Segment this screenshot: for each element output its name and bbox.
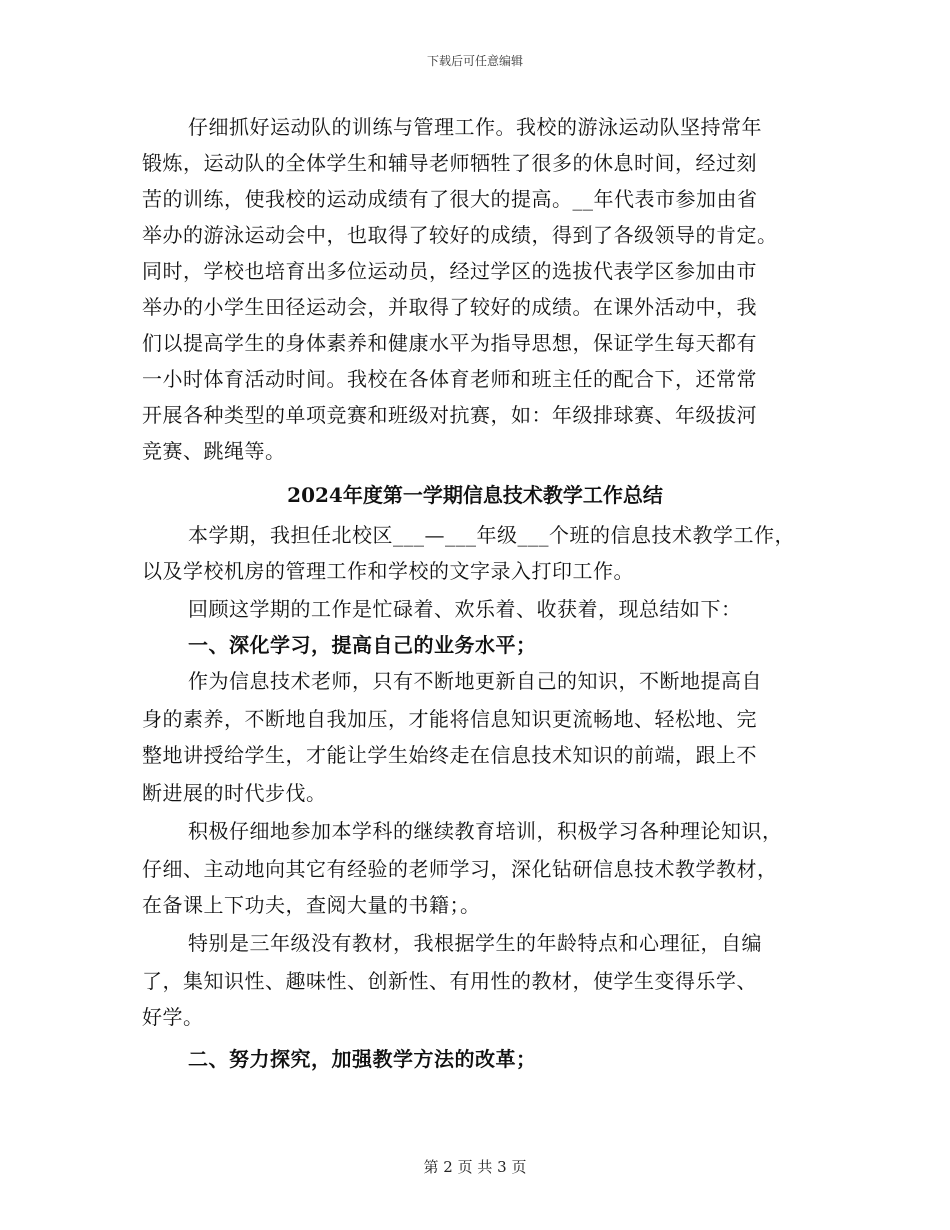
paragraph-line: 断进展的时代步伐。 xyxy=(142,781,327,805)
page-footer: 第 2 页 共 3 页 xyxy=(423,1158,527,1176)
paragraph-line: 一小时体育活动时间。我校在各体育老师和班主任的配合下，还常常 xyxy=(142,367,757,391)
paragraph-line: 仔细、主动地向其它有经验的老师学习，深化钻研信息技术教学教材， xyxy=(142,857,778,881)
paragraph-line: 竞赛、跳绳等。 xyxy=(142,439,286,463)
section-heading: 一、深化学习，提高自己的业务水平； xyxy=(188,633,537,657)
paragraph-line: 本学期，我担任北校区___—___年级___个班的信息技术教学工作， xyxy=(188,523,795,547)
paragraph-line: 同时，学校也培育出多位运动员，经过学区的选拔代表学区参加由市 xyxy=(142,259,757,283)
paragraph-line: 锻炼，运动队的全体学生和辅导老师牺牲了很多的休息时间，经过刻 xyxy=(142,151,757,175)
paragraph-line: 特别是三年级没有教材，我根据学生的年龄特点和心理征，自编 xyxy=(188,931,762,955)
paragraph-line: 苦的训练，使我校的运动成绩有了很大的提高。__年代表市参加由省 xyxy=(142,187,758,211)
paragraph-line: 在备课上下功夫，查阅大量的书籍；。 xyxy=(142,893,481,917)
paragraph-line: 仔细抓好运动队的训练与管理工作。我校的游泳运动队坚持常年 xyxy=(188,115,762,139)
paragraph-line: 举办的小学生田径运动会，并取得了较好的成绩。在课外活动中，我 xyxy=(142,295,757,319)
paragraph-line: 以及学校机房的管理工作和学校的文字录入打印工作。 xyxy=(142,559,634,583)
paragraph-line: 了，集知识性、趣味性、创新性、有用性的教材，使学生变得乐学、 xyxy=(142,969,757,993)
paragraph-line: 身的素养，不断地自我加压，才能将信息知识更流畅地、轻松地、完 xyxy=(142,707,757,731)
paragraph-line: 开展各种类型的单项竞赛和班级对抗赛，如：年级排球赛、年级拔河 xyxy=(142,403,757,427)
section-heading: 二、努力探究，加强教学方法的改革； xyxy=(188,1047,537,1071)
paragraph-line: 积极仔细地参加本学科的继续教育培训，积极学习各种理论知识， xyxy=(188,819,783,843)
paragraph-line: 们以提高学生的身体素养和健康水平为指导思想，保证学生每天都有 xyxy=(142,331,757,355)
document-title: 2024年度第一学期信息技术教学工作总结 xyxy=(287,483,663,507)
paragraph-line: 作为信息技术老师，只有不断地更新自己的知识，不断地提高自 xyxy=(188,669,762,693)
page-header: 下载后可任意编辑 xyxy=(426,54,523,68)
paragraph-line: 好学。 xyxy=(142,1005,204,1029)
paragraph-line: 整地讲授给学生，才能让学生始终走在信息技术知识的前端，跟上不 xyxy=(142,743,757,767)
paragraph-line: 回顾这学期的工作是忙碌着、欢乐着、收获着，现总结如下： xyxy=(188,597,742,621)
paragraph-line: 举办的游泳运动会中，也取得了较好的成绩，得到了各级领导的肯定。 xyxy=(142,223,778,247)
